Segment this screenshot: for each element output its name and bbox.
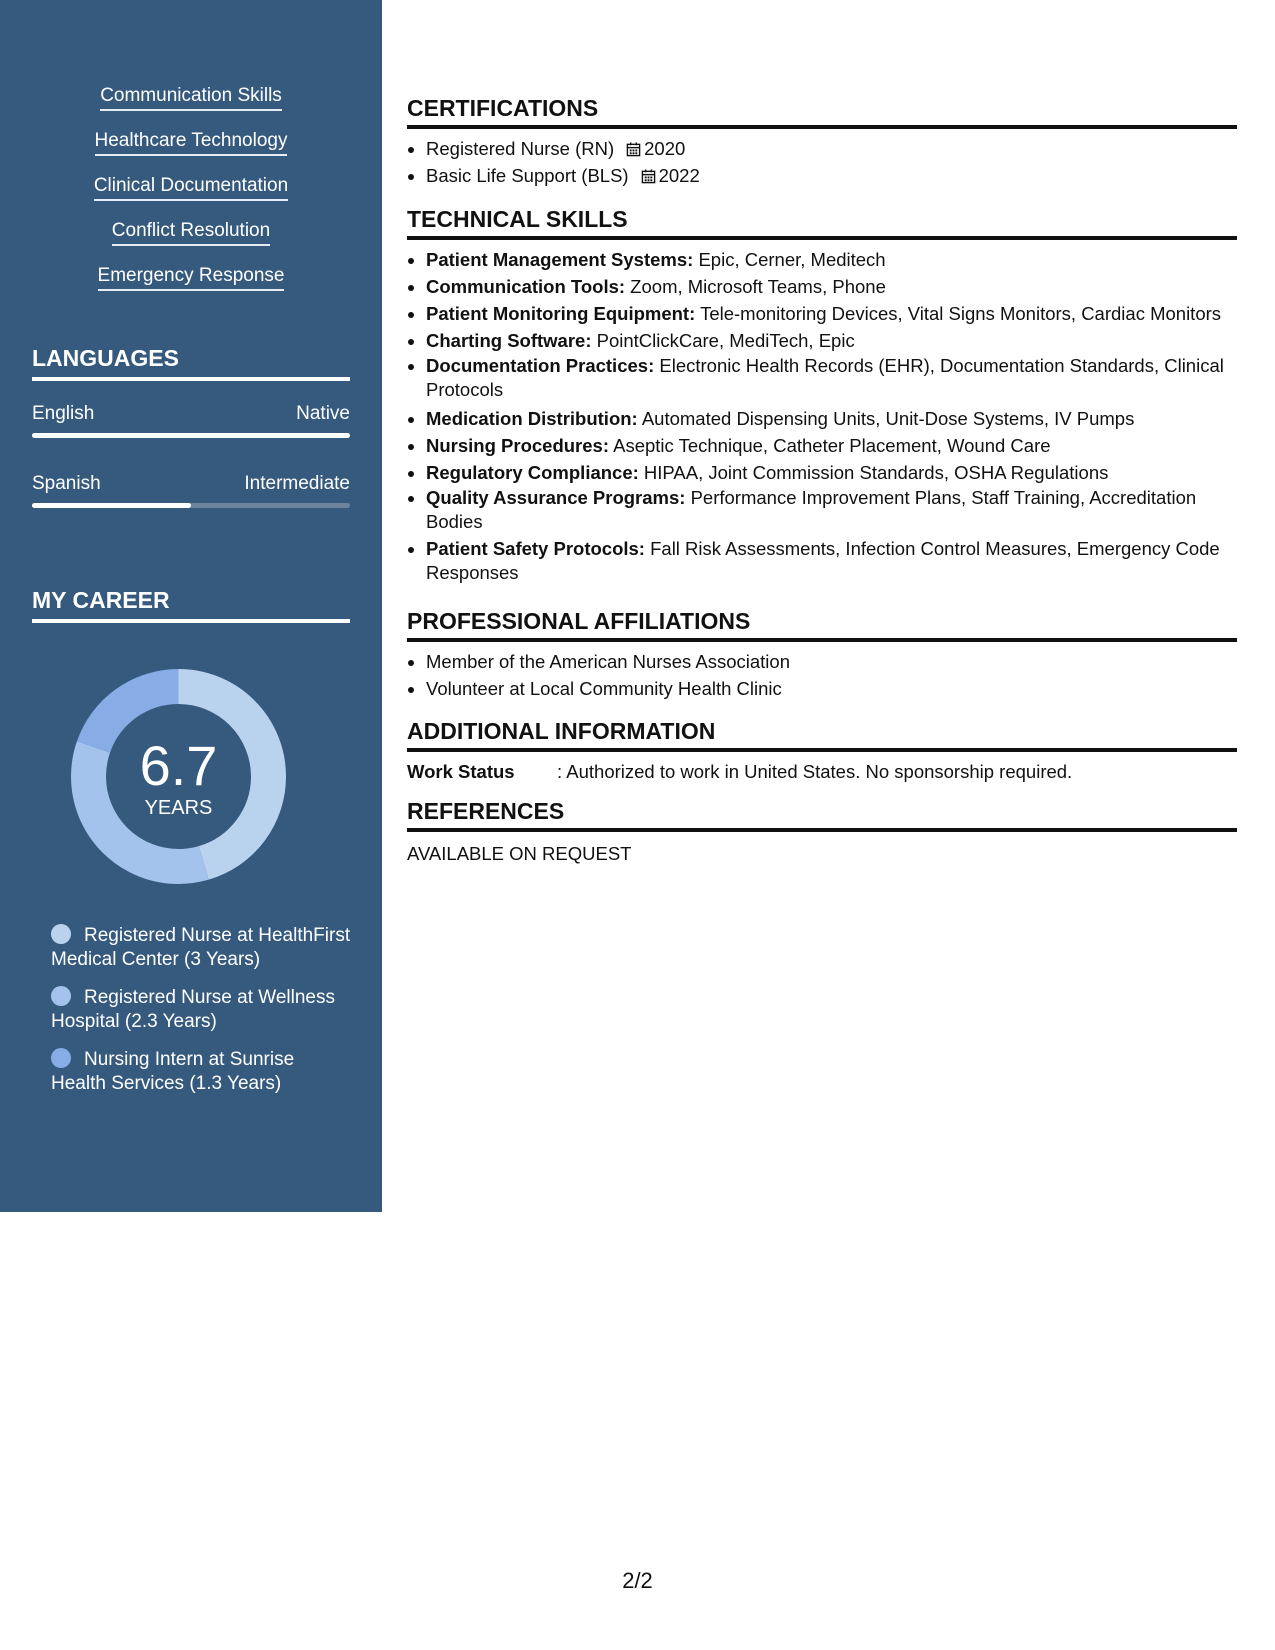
technical-skill-item: [426, 246, 1237, 273]
legend-dot: [51, 1048, 71, 1068]
technical-skill-item: [426, 327, 1237, 354]
certification-year: 2022: [658, 165, 700, 186]
career-heading: MY CAREER: [32, 586, 350, 623]
technical-skill-text: Performance Improvement Plans, Staff Training, Accreditation Bodies: [426, 487, 1197, 532]
certification-name: Basic Life Support (BLS): [426, 165, 629, 186]
technical-skill-label: Documentation Practices:: [426, 355, 655, 376]
certifications-heading: CERTIFICATIONS: [407, 94, 1237, 129]
career-legend: [51, 924, 351, 1110]
certification-item: [426, 135, 1237, 162]
technical-skill-label: Nursing Procedures:: [426, 435, 609, 456]
technical-skills-heading: TECHNICAL SKILLS: [407, 205, 1237, 240]
references-text: AVAILABLE ON REQUEST: [407, 843, 632, 864]
skill-list: [32, 84, 350, 309]
technical-skill-item: [426, 459, 1237, 486]
career-legend-item: [51, 1048, 351, 1096]
references-heading: REFERENCES: [407, 797, 1237, 832]
additional-info-section: [407, 717, 1237, 784]
technical-skill-label: Patient Management Systems:: [426, 249, 694, 270]
work-status-value: : Authorized to work in United States. No sponsorship required.: [557, 761, 1073, 782]
calendar-icon: [641, 169, 656, 184]
technical-skill-label: Medication Distribution:: [426, 408, 638, 429]
certifications-section: [407, 94, 1237, 189]
skill-item: [32, 174, 350, 219]
languages-heading: LANGUAGES: [32, 344, 350, 381]
technical-skills-section: [407, 205, 1237, 588]
affiliations-heading: PROFESSIONAL AFFILIATIONS: [407, 607, 1237, 642]
technical-skill-label: Patient Monitoring Equipment:: [426, 303, 696, 324]
certifications-list: [407, 135, 1237, 189]
legend-dot: [51, 924, 71, 944]
skill-label: Healthcare Technology: [95, 129, 288, 156]
technical-skill-label: Communication Tools:: [426, 276, 626, 297]
certification-name: Registered Nurse (RN): [426, 138, 615, 159]
skill-item: [32, 219, 350, 264]
technical-skill-item: [426, 405, 1237, 432]
language-row-english: [32, 402, 350, 446]
technical-skills-list: [407, 246, 1237, 585]
language-name: English: [32, 403, 95, 424]
technical-skill-text: Fall Risk Assessments, Infection Control Measures, Emergency Code Responses: [426, 538, 1220, 583]
language-bar: [32, 433, 350, 438]
technical-skill-text: Epic, Cerner, Meditech: [693, 249, 886, 270]
references-section: [407, 797, 1237, 866]
technical-skill-item: [426, 486, 1237, 534]
work-status-label: Work Status: [407, 761, 515, 782]
career-total-unit: YEARS: [144, 797, 213, 819]
technical-skill-label: Quality Assurance Programs:: [426, 487, 686, 508]
technical-skill-item: [426, 300, 1237, 327]
skill-label: Communication Skills: [100, 84, 282, 111]
technical-skill-text: HIPAA, Joint Commission Standards, OSHA Regulations: [638, 462, 1109, 483]
career-legend-label: Registered Nurse at Wellness Hospital (2.3 Years): [51, 987, 335, 1032]
technical-skill-label: Regulatory Compliance:: [426, 462, 639, 483]
language-bar: [32, 503, 350, 508]
legend-dot: [51, 986, 71, 1006]
skill-item: [32, 264, 350, 309]
technical-skill-label: Patient Safety Protocols:: [426, 538, 645, 559]
affiliations-section: [407, 607, 1237, 702]
work-status-row: [407, 760, 1237, 784]
technical-skill-text: Aseptic Technique, Catheter Placement, Wound Care: [609, 435, 1051, 456]
career-legend-label: Nursing Intern at Sunrise Health Services (1.3 Years): [51, 1049, 295, 1094]
calendar-icon: [626, 142, 641, 157]
language-level: Intermediate: [244, 473, 350, 494]
career-legend-label: Registered Nurse at HealthFirst Medical Center (3 Years): [51, 925, 351, 970]
language-level: Native: [296, 403, 350, 424]
skill-item: [32, 84, 350, 129]
technical-skill-item: [426, 537, 1237, 585]
career-total-value: 6.7: [139, 734, 218, 797]
technical-skill-item: [426, 354, 1237, 402]
skill-label: Conflict Resolution: [112, 219, 270, 246]
certification-year: 2020: [644, 138, 686, 159]
language-row-spanish: [32, 472, 350, 516]
affiliations-list: [407, 648, 1237, 702]
language-bar-fill: [32, 433, 350, 438]
skill-label: Clinical Documentation: [94, 174, 288, 201]
certification-item: [426, 162, 1237, 189]
language-name: Spanish: [32, 473, 101, 494]
technical-skill-text: Electronic Health Records (EHR), Documentation Standards, Clinical Protocols: [426, 355, 1224, 400]
career-legend-item: [51, 986, 351, 1034]
technical-skill-item: [426, 432, 1237, 459]
technical-skill-text: Automated Dispensing Units, Unit-Dose Systems, IV Pumps: [637, 408, 1135, 429]
skill-label: Emergency Response: [98, 264, 285, 291]
career-legend-item: [51, 924, 351, 972]
affiliation-item: • Member of the American Nurses Association: [426, 648, 1237, 675]
technical-skill-text: Zoom, Microsoft Teams, Phone: [625, 276, 886, 297]
technical-skill-label: Charting Software:: [426, 330, 592, 351]
sidebar: [0, 0, 382, 1212]
technical-skill-text: PointClickCare, MediTech, Epic: [591, 330, 855, 351]
affiliation-item: • Volunteer at Local Community Health Clinic: [426, 675, 1237, 702]
skill-item: [32, 129, 350, 174]
career-total: [66, 735, 291, 819]
technical-skill-text: Tele-monitoring Devices, Vital Signs Monitors, Cardiac Monitors: [695, 303, 1222, 324]
additional-info-heading: ADDITIONAL INFORMATION: [407, 717, 1237, 752]
language-bar-fill: [32, 503, 191, 508]
page-number: 2/2: [622, 1568, 653, 1593]
technical-skill-item: [426, 273, 1237, 300]
